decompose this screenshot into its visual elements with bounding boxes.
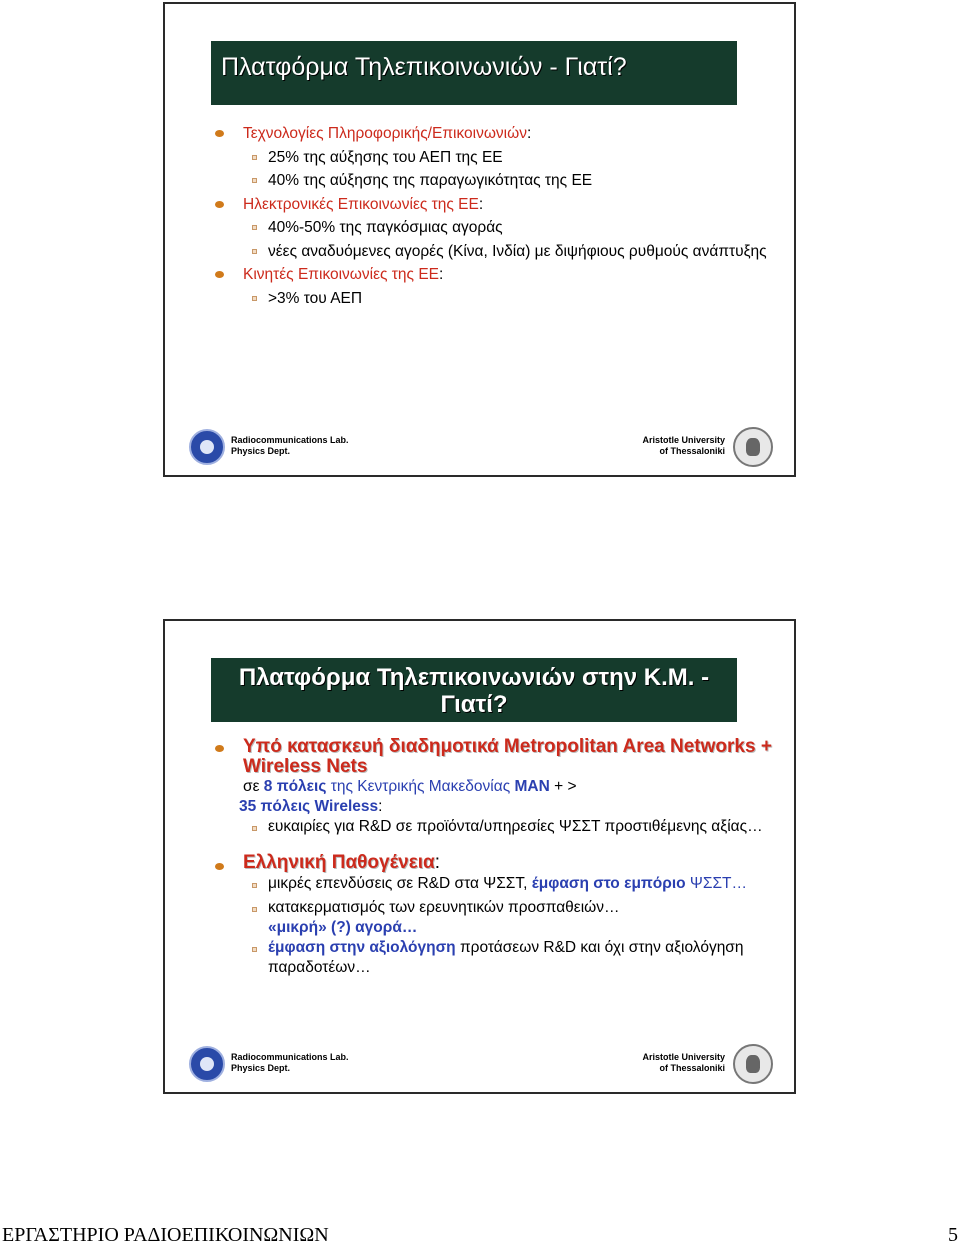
slide-1-title: Πλατφόρμα Τηλεπικοινωνιών - Γιατί?	[211, 41, 737, 105]
sub-bullet-icon	[252, 826, 257, 831]
cities-line-region: της Κεντρικής Μακεδονίας	[326, 778, 515, 795]
sub-fragmentation-text: κατακερματισμός των ερευνητικών προσπαθειών…	[268, 899, 620, 916]
sub-bullet-icon	[252, 883, 257, 888]
university-name	[642, 435, 725, 457]
bullet-e-comms-label: Ηλεκτρονικές Επικοινωνίες της ΕΕ	[243, 195, 479, 213]
university-name-line2: of Thessaloniki	[659, 446, 725, 456]
bullet-mobile-comms-label: Κινητές Επικοινωνίες της ΕΕ	[243, 266, 439, 283]
bullet-dot-icon	[215, 201, 224, 208]
sub-emerging-markets-text: νέες αναδυόμενες αγορές (Κίνα, Ινδία) με διψήφιους ρυθμούς ανάπτυξης	[268, 242, 767, 260]
page-footer-lab-name: ΕΡΓΑΣΤΗΡΙΟ ΡΑΔΙΟΕΠΙΚΟΙΝΩΝΙΩΝ	[2, 1224, 329, 1246]
bullet-metropolitan-networks-head: Υπό κατασκευή διαδημοτικά Metropolitan Area Networks + Wireless Nets	[243, 736, 772, 777]
sub-bullet-icon	[252, 947, 257, 952]
university-seal-icon	[733, 1044, 773, 1084]
sub-small-investments-post: ΨΣΣΤ…	[685, 875, 748, 892]
bullet-dot-icon	[215, 271, 224, 278]
page-footer	[0, 1224, 960, 1247]
slide-2	[163, 619, 796, 1094]
slide-2-title-line2: Γιατί?	[440, 691, 508, 718]
cities-line	[243, 777, 775, 797]
slide-1-footer	[189, 427, 775, 471]
sub-small-investments	[215, 874, 775, 894]
university-name-line2: of Thessaloniki	[659, 1063, 725, 1073]
sub-evaluation-emphasis: έμφαση στην αξιολόγηση	[268, 939, 456, 956]
sub-evaluation-text: προτάσεων R&D και όχι στην αξιολόγηση παραδοτέων…	[268, 939, 744, 976]
sub-bullet-icon	[252, 225, 257, 230]
university-seal-icon	[733, 427, 773, 467]
wireless-line	[239, 797, 775, 817]
bullet-mobile-comms-colon: :	[439, 266, 444, 283]
bullet-greek-pathogeny-colon: :	[434, 852, 440, 873]
bullet-metropolitan-networks	[215, 737, 775, 817]
university-name-line1: Aristotle University	[642, 435, 725, 445]
lab-name	[231, 435, 349, 457]
lab-name-line1: Radiocommunications Lab.	[231, 435, 349, 445]
cities-line-post: + >	[549, 778, 577, 795]
slide-2-footer	[189, 1044, 775, 1088]
sub-mobile-gdp-text: >3% του ΑΕΠ	[268, 289, 363, 307]
wireless-colon: :	[378, 798, 383, 815]
lab-name-line2: Physics Dept.	[231, 446, 291, 456]
sub-bullet-icon	[252, 907, 257, 912]
sub-bullet-icon	[252, 296, 257, 301]
bullet-greek-pathogeny	[215, 853, 775, 874]
lab-name-line2: Physics Dept.	[231, 1063, 291, 1073]
sub-small-investments-text: μικρές επενδύσεις σε R&D στα ΨΣΣΤ,	[268, 875, 532, 892]
sub-global-market	[215, 216, 775, 240]
sub-mobile-gdp	[215, 287, 775, 311]
sub-fragmentation	[215, 898, 775, 938]
bullet-dot-icon	[215, 130, 224, 137]
page-number: 5	[948, 1224, 958, 1246]
cities-line-pre: σε	[243, 778, 264, 795]
sub-small-investments-emphasis: έμφαση στο εμπόριο	[531, 875, 686, 892]
sub-gdp-growth	[215, 146, 775, 170]
lab-name	[231, 1052, 349, 1074]
sub-gdp-growth-text: 25% της αύξησης του ΑΕΠ της ΕΕ	[268, 148, 503, 166]
sub-rd-opportunities	[215, 817, 775, 837]
bullet-e-comms-colon: :	[478, 195, 484, 213]
man-label: MAN	[514, 778, 550, 795]
bullet-dot-icon	[215, 863, 224, 870]
university-name	[642, 1052, 725, 1074]
sub-global-market-text: 40%-50% της παγκόσμιας αγοράς	[268, 219, 503, 236]
bullet-greek-pathogeny-head: Ελληνική Παθογένεια	[243, 852, 435, 873]
bullet-dot-icon	[215, 745, 224, 752]
bullet-mobile-comms	[215, 263, 775, 287]
lab-logo-icon	[189, 429, 225, 465]
lab-name-line1: Radiocommunications Lab.	[231, 1052, 349, 1062]
slide-1	[163, 2, 796, 477]
slide-1-content	[215, 122, 775, 310]
sub-bullet-icon	[252, 155, 257, 160]
bullet-ict-label: Τεχνολογίες Πληροφορικής/Επικοινωνιών	[243, 125, 527, 142]
sub-bullet-icon	[252, 249, 257, 254]
slide-2-content	[215, 737, 775, 978]
bullet-ict	[215, 122, 775, 146]
bullet-e-comms	[215, 193, 775, 217]
sub-productivity	[215, 169, 775, 193]
slide-2-title-line1: Πλατφόρμα Τηλεπικοινωνιών στην Κ.Μ. -	[238, 664, 710, 691]
sub-rd-opportunities-text: ευκαιρίες για R&D σε προϊόντα/υπηρεσίες ΨΣΣΤ προστιθέμενης αξίας…	[268, 818, 763, 835]
sub-productivity-text: 40% της αύξησης της παραγωγικότητας της ΕΕ	[268, 172, 593, 189]
sub-evaluation	[215, 938, 775, 978]
lab-logo-icon	[189, 1046, 225, 1082]
slide-2-title	[211, 658, 737, 722]
sub-fragmentation-emphasis: «μικρή» (?) αγορά…	[268, 919, 418, 936]
bullet-ict-colon: :	[526, 125, 532, 142]
sub-bullet-icon	[252, 178, 257, 183]
wireless-cities: 35 πόλεις Wireless	[239, 798, 379, 815]
university-name-line1: Aristotle University	[642, 1052, 725, 1062]
cities-count-8: 8 πόλεις	[263, 778, 327, 795]
sub-emerging-markets	[215, 240, 775, 264]
